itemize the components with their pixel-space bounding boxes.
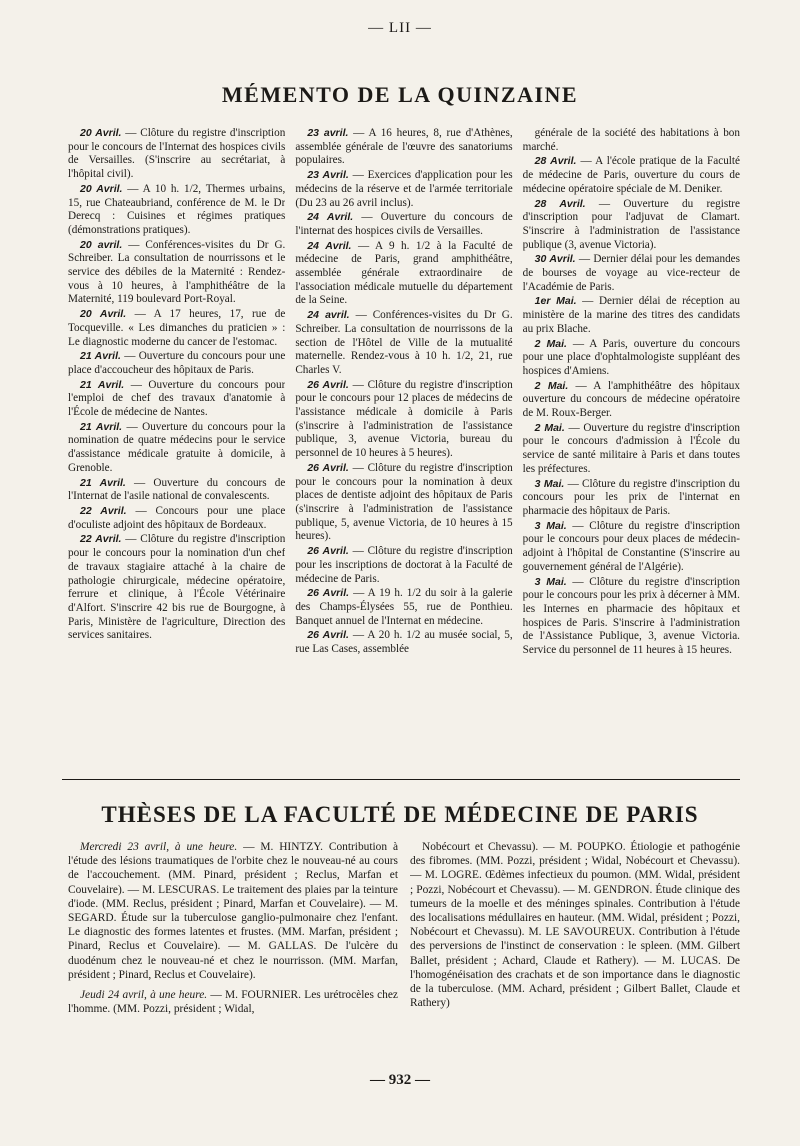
entry-text: — Clôture du registre d'inscription pour le concours pour deux places de médecin-adjoint à l'hôpital de Constantine (S'inscrire au gouvernement général de l'Algérie). [522, 519, 740, 573]
memento-entry [68, 127, 285, 182]
memento-entry [68, 350, 285, 377]
memento-entry [68, 379, 285, 420]
entry-date: 3 Mai. [534, 519, 567, 532]
entry-text: — Ouverture du concours de l'internat des hospices civils de Versailles. [295, 211, 513, 237]
entry-text: — A 17 heures, 17, rue de Tocqueville. « Les dimanches du praticien » : Le diagnostic moderne du cancer de l'estomac. [68, 308, 286, 348]
entry-text: — Clôture du registre d'inscription pour le concours pour les prix à décerner à MM. les Internes en pharmacie des hôpitaux et hospices de Paris. S'inscrire à l'administration de l'Assistance Publique, 3, avenue Victoria. Service du personnel de 11 heures à 15 heures. [522, 575, 740, 657]
thesis-paragraph [68, 988, 398, 1016]
entry-date: 24 avril. [307, 309, 350, 322]
entry-date: 26 Avril. [307, 378, 349, 391]
memento-entry [68, 477, 285, 504]
memento-entry [68, 308, 285, 349]
thesis-text: Nobécourt et Chevassu). — M. POUPKO. Étiologie et pathogénie des fibromes. (MM. Pozzi, président ; Widal, Nobécourt et Chevassu). — M. LOGRE. Œdèmes infectieux du poumon. (MM. Widal, président ; Pozzi, Nobécourt et Chevassu). — M. GENDRON. Étude clinique des tumeurs de la moelle et des méninges spinales. Contribution à l'étude des localisations médullaires en hauteur. (MM. Widal, président ; Pozzi, Nobécourt et Chevassu). M. LE SAVOUREUX. Contribution à l'étude des perversions de l'instinct de conservation : le spleen. (MM. Gilbert Ballet, président ; Achard, Claude et Rathery). — M. LUCAS. De l'homogénéisation des crachats et de son importance dans le diagnostic de la tuberculose. (MM. Achard, président ; Gilbert Ballet, Claude et Rathery) [410, 841, 740, 1010]
entry-date: 21 Avril. [80, 420, 123, 433]
memento-entry [295, 240, 512, 309]
entry-date: 24 Avril. [307, 239, 352, 252]
page-number: — 932 — [370, 1072, 430, 1088]
memento-entry [295, 169, 512, 210]
memento-column-1 [68, 127, 285, 772]
memento-entry [523, 295, 740, 336]
memento-entry [523, 520, 740, 575]
memento-entry [523, 155, 740, 196]
page-header-roman: — LII — [368, 20, 432, 36]
entry-text: — Conférences-visites du Dr G. Schreiber. La consultation de nourrissons de la section de l'Hôtel de Ville de la mutualité maternelle. Rendez-vous à 10 h. 1/2, 21, rue Charles V. [295, 309, 513, 376]
entry-date: 28 Avril. [534, 155, 577, 168]
memento-entry [295, 587, 512, 628]
entry-date: 20 avril. [80, 238, 123, 251]
memento-entry [295, 379, 512, 461]
entry-text: — Ouverture du registre d'inscription pour l'adjuvat de Clamart. S'inscrire à l'administration de l'assistance publique (3, avenue Victoria). [522, 197, 740, 251]
entry-text: — Concours pour une place d'oculiste adjoint des hôpitaux de Bordeaux. [68, 504, 286, 531]
entry-date: 20 Avril. [80, 127, 122, 139]
entry-date: 21 Avril. [80, 378, 125, 391]
memento-entry [295, 629, 512, 656]
entry-text: — Exercices d'application pour les médecins de la réserve et de l'armée territoriale (Du 23 au 26 avril inclus). [295, 169, 513, 209]
entry-text: — A 16 heures, 8, rue d'Athènes, assemblée générale de l'œuvre des sanatoriums populaires. [295, 127, 513, 167]
entry-text: — A 20 h. 1/2 au musée social, 5, rue Las Cases, assemblée [295, 629, 513, 656]
entry-text: — Ouverture du registre d'inscription pour le concours d'admission à l'École du service de santé militaire à Paris et dans toutes les préfectures. [522, 421, 740, 475]
entry-date: 28 Avril. [534, 197, 586, 210]
entry-text: — A l'amphithéâtre des hôpitaux ouverture du concours de médecine opératoire de M. Roux-Berger. [522, 379, 740, 420]
entry-text: — Clôture du registre d'inscription pour le concours pour 12 places de médecins de l'assistance médicale à domicile à Paris (s'inscrire à l'administration de l'assistance publique, 3, avenue Victoria, bureau du personnel de 10 heures à 5 heures). [295, 378, 513, 460]
theses-columns [68, 840, 740, 1060]
entry-date: 3 Mai. [534, 477, 565, 490]
entry-date: 21 Avril. [80, 476, 126, 489]
entry-date: 22 Avril. [80, 504, 127, 517]
memento-entry [523, 198, 740, 253]
entry-date: 20 Avril. [80, 182, 123, 195]
entry-text: — Ouverture du concours pour l'emploi de chef des travaux d'anatomie à l'École de médecine de Nantes. [68, 378, 286, 419]
entry-text: — Clôture du registre d'inscription pour le concours de l'Internat des hospices civils de Versailles. (S'inscrire au secrétariat, à l'hôpital civil). [68, 127, 286, 181]
entry-text: — Ouverture du concours de l'Internat de l'asile national de convalescents. [68, 476, 286, 503]
memento-entry [68, 505, 285, 532]
entry-date: 2 Mai. [534, 379, 569, 392]
theses-title: THÈSES DE LA FACULTÉ DE MÉDECINE DE PARIS [101, 802, 699, 827]
entry-text: — Dernier délai de réception au ministère de la marine des titres des candidats au prix Blache. [522, 295, 740, 335]
entry-date: 26 Avril. [307, 587, 350, 600]
entry-date: 20 Avril. [80, 308, 127, 321]
memento-entry [523, 127, 740, 154]
memento-entry [523, 422, 740, 477]
entry-date: 21 Avril. [80, 350, 121, 363]
entry-text: — A Paris, ouverture du concours pour une place d'ophtalmologiste suppléant des hospices d'Amiens. [522, 337, 740, 377]
entry-date: 1er Mai. [534, 295, 577, 308]
entry-date: 26 Avril. [307, 629, 349, 642]
memento-entry [68, 239, 285, 308]
memento-entry [68, 533, 285, 643]
entry-text: — A l'école pratique de la Faculté de médecine de Paris, ouverture du cours de médecine opératoire spéciale de M. Deniker. [522, 155, 740, 195]
entry-date: 2 Mai. [534, 337, 567, 350]
entry-text: — Ouverture du concours pour une place d'accoucheur des hôpitaux de Paris. [68, 350, 286, 376]
entry-text: — Clôture du registre d'inscription du concours pour les prix de l'internat en pharmacie des hôpitaux de Paris. [522, 477, 740, 517]
entry-date: 30 Avril. [534, 253, 576, 266]
memento-entry [523, 338, 740, 379]
thesis-paragraph [410, 840, 740, 1010]
memento-entry [523, 380, 740, 421]
entry-date: 26 Avril. [307, 461, 349, 474]
memento-entry [295, 545, 512, 586]
entry-date: 23 avril. [307, 127, 349, 139]
memento-columns [68, 127, 740, 772]
entry-text: — Clôture du registre d'inscription pour le concours pour la nomination à deux places de dentiste adjoint des hôpitaux de Paris (s'inscrire à l'administration de l'assistance publique, 5, avenue Victoria, de 10 heures à 15 heures). [295, 461, 513, 543]
memento-entry [523, 576, 740, 658]
memento-entry [295, 127, 512, 168]
entry-date: 22 Avril. [80, 533, 122, 546]
memento-entry [295, 211, 512, 238]
section-divider [62, 779, 740, 780]
entry-text: — Clôture du registre d'inscription pour le concours pour la nomination d'un chef de travaux stagiaire attaché à la chaire de pathologie chirurgicale, médecine opératoire, ferrure et clinique, à l'École Vétérinaire d'Alfort. S'inscrire 42 bis rue de Bourgogne, à Paris, Ministère de l'agriculture, Direction des services sanitaires. [68, 533, 286, 642]
entry-text: — Conférences-visites du Dr G. Schreiber. La consultation de nourrissons et le service des débiles de la Maternité : Rendez-vous à 10 heures, à l'amphithéâtre de la Maternité, 119 boulevard Port-Royal. [68, 238, 286, 306]
memento-column-2 [295, 127, 512, 772]
entry-date: 26 Avril. [307, 545, 349, 558]
entry-text: — A 19 h. 1/2 du soir à la galerie des Champs-Élysées 55, rue de Ponthieu. Banquet annuel de l'Internat en médecine. [295, 587, 513, 627]
memento-entry [523, 253, 740, 294]
entry-text: — Dernier délai pour les demandes de bourses de voyage au vice-recteur de l'Académie de Paris. [522, 253, 740, 293]
thesis-day: Mercredi 23 avril, à une heure. [80, 841, 238, 853]
theses-column-right [410, 840, 740, 1060]
entry-text: — A 9 h. 1/2 à la Faculté de médecine de Paris, grand amphithéâtre, assemblée générale extraordinaire de l'association médicale mutuelle du département de la Seine. [295, 239, 513, 307]
thesis-text: — M. FOURNIER. Les urétrocèles chez l'homme. (MM. Pozzi, président ; Widal, [68, 989, 398, 1016]
memento-entry [523, 478, 740, 519]
theses-column-left [68, 840, 398, 1060]
memento-entry [295, 462, 512, 544]
entry-text: — Clôture du registre d'inscription pour les inscriptions de doctorat à la Faculté de médecine de Paris. [295, 545, 513, 585]
entry-date: 24 Avril. [307, 211, 354, 224]
memento-entry [295, 309, 512, 378]
entry-text: générale de la société des habitations à bon marché. [522, 127, 740, 153]
entry-date: 23 Avril. [307, 169, 349, 182]
entry-text: — Ouverture du concours pour la nomination de quatre médecins pour le service d'assistance médicale gratuite à domicile, à Grenoble. [68, 420, 286, 474]
thesis-paragraph [68, 840, 398, 982]
memento-title: MÉMENTO DE LA QUINZAINE [221, 82, 579, 107]
memento-column-3 [523, 127, 740, 772]
thesis-day: Jeudi 24 avril, à une heure. [80, 989, 208, 1002]
entry-date: 3 Mai. [534, 575, 567, 588]
memento-entry [68, 183, 285, 238]
entry-date: 2 Mai. [534, 421, 565, 434]
thesis-text: — M. HINTZY. Contribution à l'étude des lésions traumatiques de l'orbite chez le nouveau-né au cours de l'accouchement. (MM. Pinard, président ; Reclus, Marfan et Couvelaire). — M. LESCURAS. Le traitement des plaies par la teinture d'iode. (MM. Reclus, président ; Pinard, Marfan et Couvelaire). — M. SEGARD. Étude sur la tuberculose ganglio-pulmonaire chez l'enfant. Le diagnostic des formes latentes et frustes. (MM. Marfan, président ; Pinard, Reclus et Couvelaire). — M. GALLAS. De l'ulcère du duodénum chez le nouveau-né et chez le nourrisson. (MM. Marfan, président ; Pinard, Reclus et Couvelaire). [68, 841, 398, 981]
memento-entry [68, 421, 285, 476]
entry-text: — A 10 h. 1/2, Thermes urbains, 15, rue Chateaubriand, conférence de M. le Dr Derecq : Cuisines et régimes pratiques (démonstrations pratiques). [68, 182, 286, 236]
